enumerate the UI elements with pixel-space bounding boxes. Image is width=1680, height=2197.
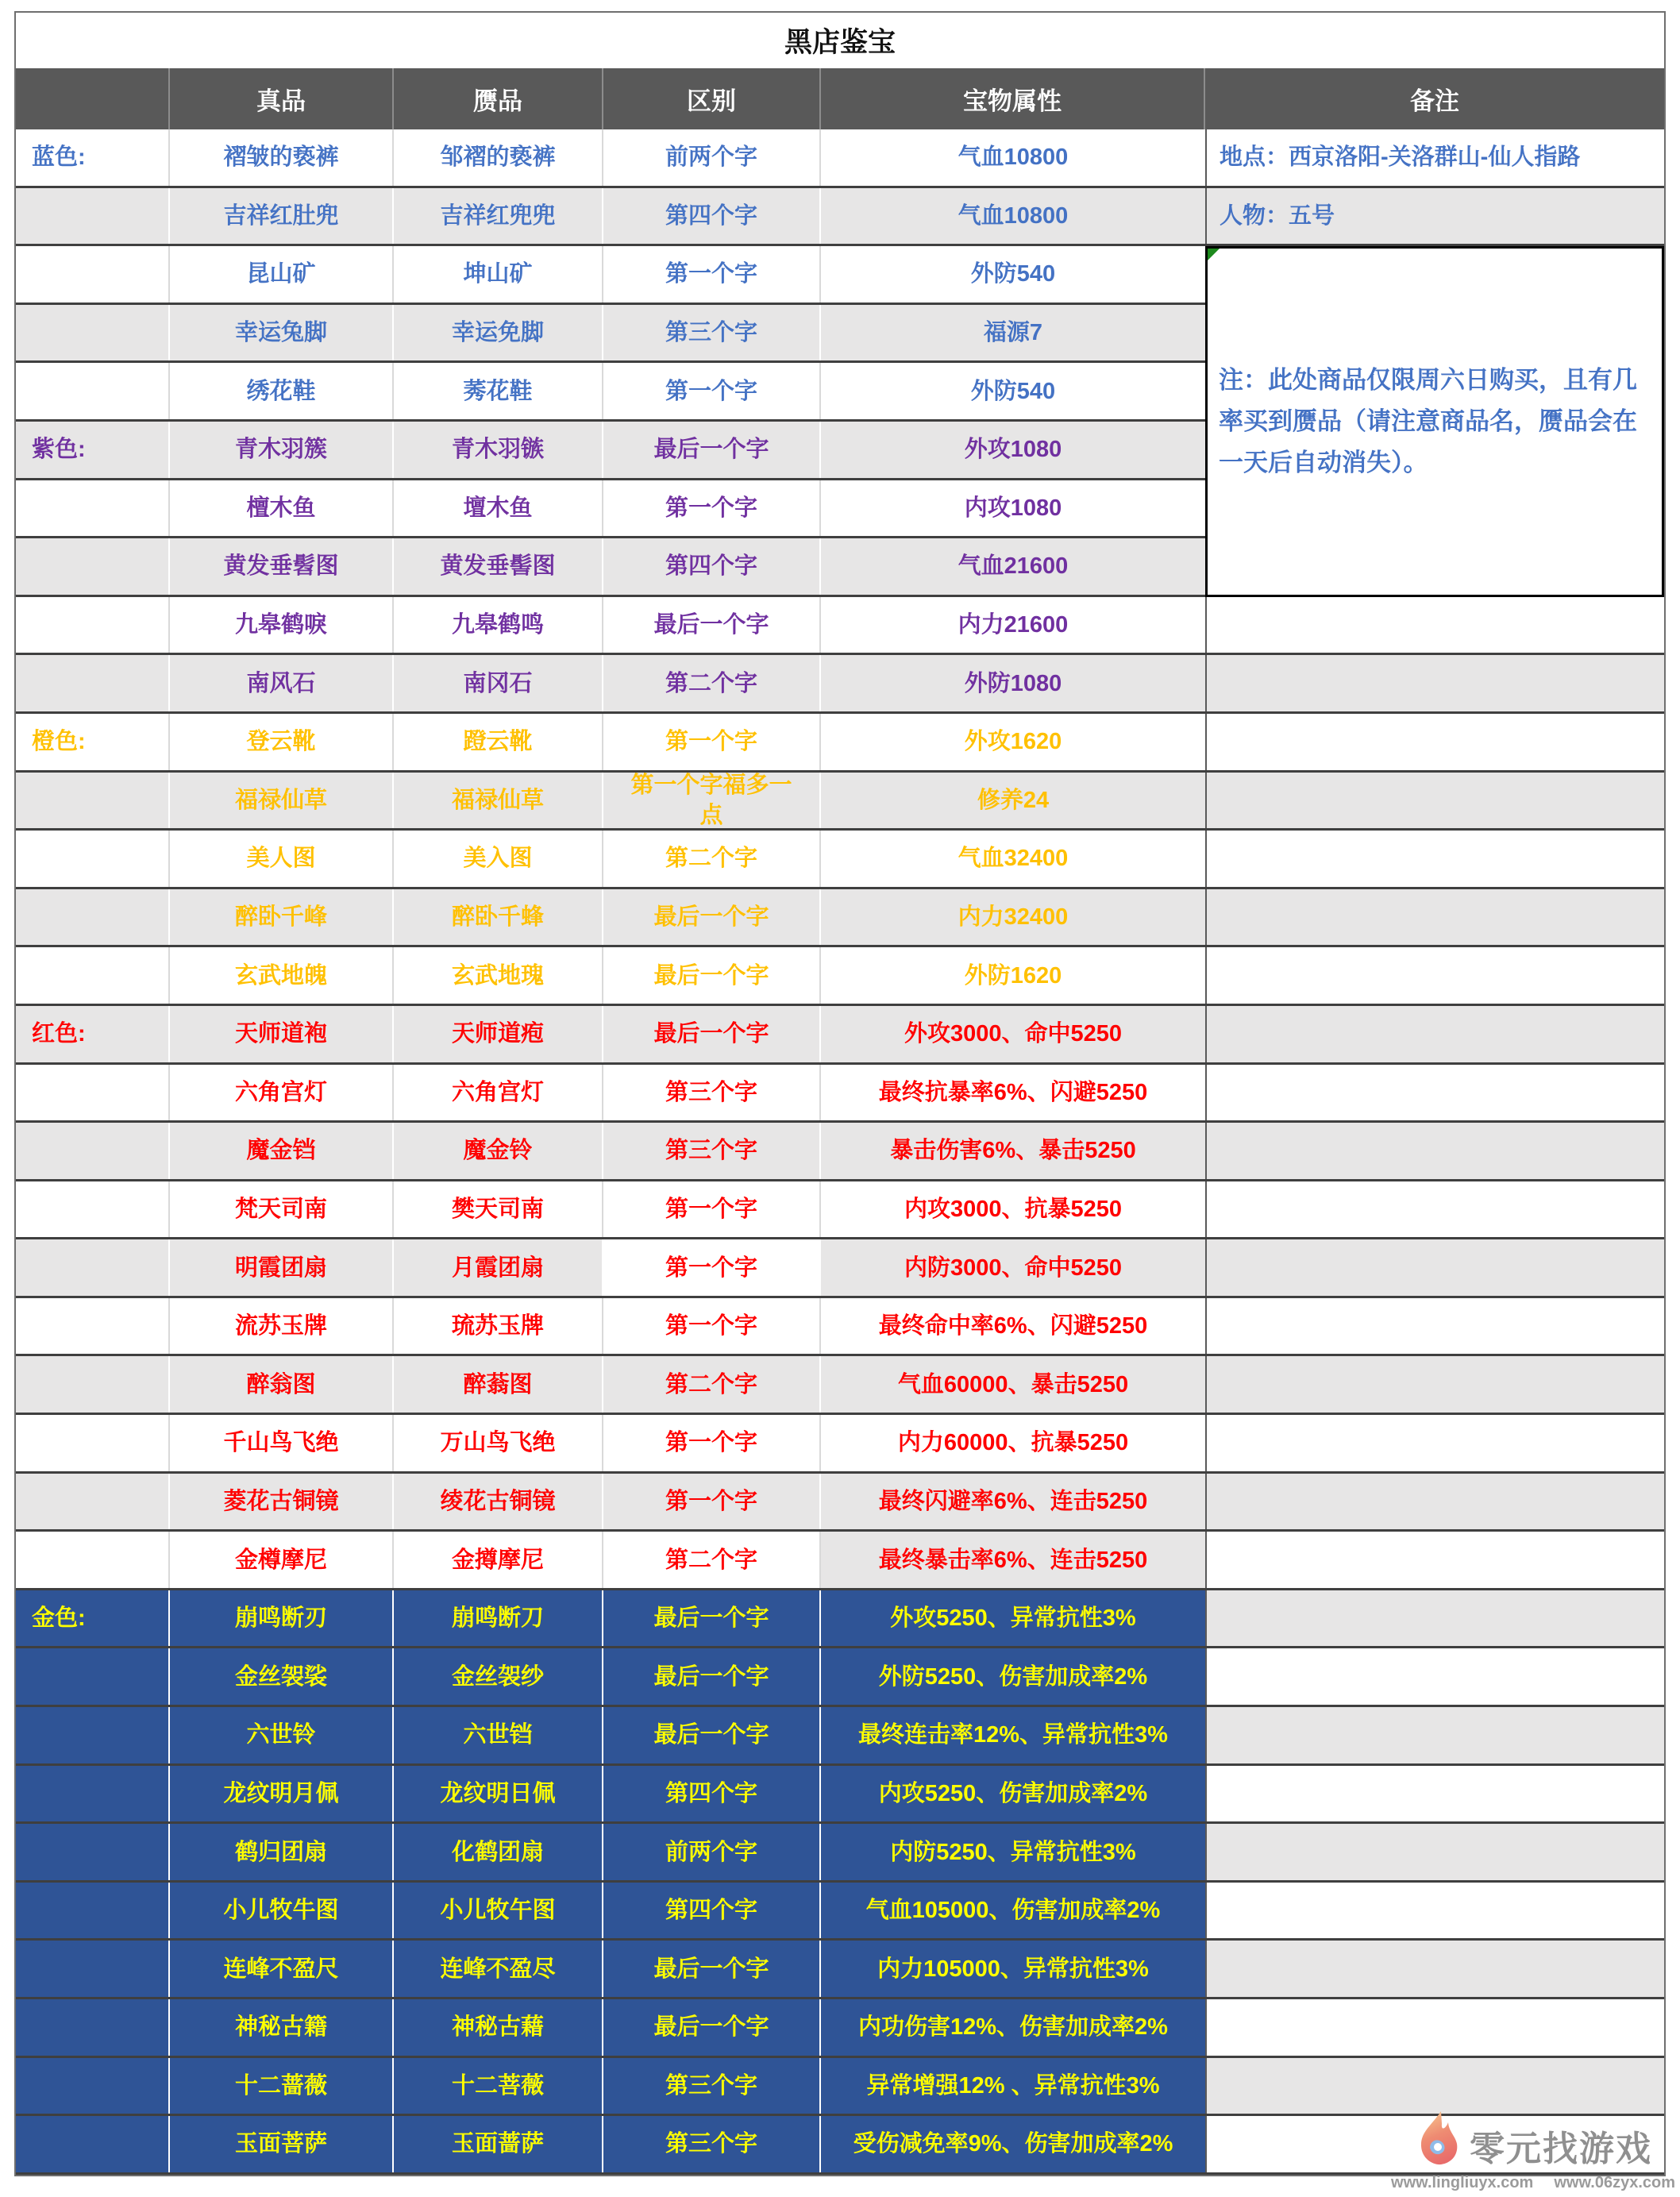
fake-cell: 小儿牧午图 xyxy=(394,1883,603,1939)
attribute-cell: 内防5250、异常抗性3% xyxy=(821,1824,1205,1880)
genuine-cell: 流苏玉牌 xyxy=(170,1298,394,1355)
difference-cell: 第四个字 xyxy=(603,1883,821,1939)
remark-cell xyxy=(1205,1824,1664,1880)
genuine-cell: 褶皱的亵裤 xyxy=(170,129,394,186)
genuine-cell: 金丝袈裟 xyxy=(170,1648,394,1705)
difference-cell: 第四个字 xyxy=(603,188,821,245)
table-row xyxy=(16,1239,1664,1298)
category-cell xyxy=(16,1941,170,1997)
table-row xyxy=(16,1648,1664,1707)
attribute-cell: 最终命中率6%、闪避5250 xyxy=(878,1313,1148,1339)
category-cell xyxy=(16,1239,170,1296)
remark-cell xyxy=(1205,714,1664,770)
difference-cell: 前两个字 xyxy=(603,129,821,186)
table-row xyxy=(16,714,1664,773)
genuine-cell: 美人图 xyxy=(170,831,394,887)
genuine-cell: 崩鸣断刃 xyxy=(170,1590,394,1647)
genuine-cell: 千山鸟飞绝 xyxy=(170,1415,394,1471)
fake-cell: 金丝袈纱 xyxy=(394,1648,603,1705)
column-header-category xyxy=(16,68,170,129)
genuine-cell: 龙纹明月佩 xyxy=(170,1766,394,1822)
attribute-cell: 受伤减免率9%、伤害加成率2% xyxy=(821,2116,1205,2172)
genuine-cell: 黄发垂髫图 xyxy=(170,538,394,595)
attribute-cell: 最终闪避率6%、连击5250 xyxy=(821,1474,1205,1530)
remark-cell: 人物：五号 xyxy=(1205,188,1664,245)
attribute-cell: 外攻3000、命中5250 xyxy=(821,1006,1205,1062)
attribute-cell: 内力105000、异常抗性3% xyxy=(821,1941,1205,1997)
category-cell xyxy=(16,1648,170,1705)
remark-cell xyxy=(1205,655,1664,711)
table-row xyxy=(16,1474,1664,1532)
genuine-cell: 小儿牧牛图 xyxy=(170,1883,394,1939)
difference-cell: 最后一个字 xyxy=(603,1006,821,1062)
difference-cell: 最后一个字 xyxy=(603,947,821,1004)
fake-cell: 南冈石 xyxy=(394,655,603,711)
difference-cell: 最后一个字 xyxy=(603,1941,821,1997)
remark-cell xyxy=(1205,1999,1664,2056)
attribute-cell: 最终连击率12%、异常抗性3% xyxy=(821,1707,1205,1763)
remark-cell xyxy=(1205,1415,1664,1471)
table-row xyxy=(16,1181,1664,1240)
table-row xyxy=(16,773,1664,831)
genuine-cell: 吉祥红肚兜 xyxy=(170,188,394,245)
difference-cell: 第一个字 xyxy=(603,1239,821,1296)
attribute-cell: 气血10800 xyxy=(958,145,1069,171)
table-row xyxy=(16,1590,1664,1649)
category-cell xyxy=(16,1532,170,1588)
fake-cell: 樊天司南 xyxy=(394,1181,603,1238)
remark-cell xyxy=(1205,1883,1664,1939)
category-cell xyxy=(16,1181,170,1238)
category-cell xyxy=(16,246,170,303)
attribute-cell: 暴击伤害6%、暴击5250 xyxy=(821,1123,1205,1179)
difference-cell: 最后一个字 xyxy=(603,597,821,653)
remark-cell xyxy=(1205,889,1664,946)
remark-cell xyxy=(1205,1006,1664,1062)
flame-icon xyxy=(1414,2110,1465,2171)
category-cell: 紫色: xyxy=(16,422,170,478)
attribute-cell: 异常增强12% 、异常抗性3% xyxy=(821,2058,1205,2114)
genuine-cell: 福禄仙草 xyxy=(170,773,394,829)
genuine-cell: 魔金铛 xyxy=(170,1123,394,1179)
fake-cell: 龙纹明日佩 xyxy=(394,1766,603,1822)
fake-cell: 幸运免脚 xyxy=(394,305,603,361)
fake-cell: 十二菩薇 xyxy=(394,2058,603,2114)
category-cell xyxy=(16,831,170,887)
genuine-cell: 昆山矿 xyxy=(170,246,394,303)
fake-cell: 化鹤团扇 xyxy=(394,1824,603,1880)
table-row xyxy=(16,889,1664,948)
difference-cell: 第三个字 xyxy=(603,1065,821,1121)
attribute-cell: 气血105000、伤害加成率2% xyxy=(821,1883,1205,1939)
remark-cell xyxy=(1205,773,1664,829)
remark-cell xyxy=(1205,597,1664,653)
difference-cell: 第一个字 xyxy=(603,1415,821,1471)
difference-cell: 第四个字 xyxy=(603,1766,821,1822)
category-cell xyxy=(16,1123,170,1179)
difference-cell: 第三个字 xyxy=(603,305,821,361)
note-box xyxy=(1205,246,1664,597)
category-cell: 金色: xyxy=(16,1590,170,1647)
attribute-cell: 最终抗暴率6%、闪避5250 xyxy=(878,1079,1148,1105)
remark-cell xyxy=(1205,1474,1664,1530)
attribute-cell: 内力21600 xyxy=(958,612,1069,638)
remark-cell: 地点：西京洛阳-关洛群山-仙人指路 xyxy=(1205,129,1664,186)
watermark xyxy=(1391,2110,1675,2192)
table-row xyxy=(16,1123,1664,1181)
difference-cell: 最后一个字 xyxy=(603,889,821,946)
column-header-fake: 赝品 xyxy=(394,68,603,129)
attribute-cell: 内力60000、抗暴5250 xyxy=(897,1430,1129,1456)
remark-cell xyxy=(1205,2058,1664,2114)
table-body xyxy=(16,129,1664,2175)
genuine-cell: 九皋鹤唳 xyxy=(170,597,394,653)
genuine-cell: 鹤归团扇 xyxy=(170,1824,394,1880)
watermark-url: www.06zyx.com xyxy=(1554,2174,1675,2191)
attribute-cell: 外攻1620 xyxy=(964,729,1062,755)
category-cell xyxy=(16,2116,170,2172)
genuine-cell: 玄武地魄 xyxy=(170,947,394,1004)
category-cell: 蓝色: xyxy=(16,129,170,186)
attribute-cell: 最终暴击率6%、连击5250 xyxy=(821,1532,1205,1588)
table-header-row xyxy=(16,68,1664,129)
attribute-cell: 福源7 xyxy=(821,305,1205,361)
fake-cell: 六角宫灯 xyxy=(394,1065,603,1121)
genuine-cell: 绣花鞋 xyxy=(170,363,394,419)
difference-cell: 第一个字 xyxy=(603,480,821,537)
attribute-cell: 气血10800 xyxy=(821,188,1205,245)
fake-cell: 六世铛 xyxy=(394,1707,603,1763)
fake-cell: 美入图 xyxy=(394,831,603,887)
difference-cell: 第三个字 xyxy=(603,2058,821,2114)
watermark-url: www.lingliuyx.com xyxy=(1391,2174,1534,2191)
difference-cell: 第二个字 xyxy=(603,831,821,887)
table-row xyxy=(16,831,1664,889)
table-row xyxy=(16,655,1664,714)
attribute-cell: 内攻5250、伤害加成率2% xyxy=(821,1766,1205,1822)
fake-cell: 魔金铃 xyxy=(394,1123,603,1179)
genuine-cell: 青木羽簇 xyxy=(170,422,394,478)
remark-cell xyxy=(1205,1590,1664,1647)
remark-cell xyxy=(1205,1532,1664,1588)
fake-cell: 崩鸣断刀 xyxy=(394,1590,603,1647)
fake-cell: 月霞团扇 xyxy=(394,1239,603,1296)
genuine-cell: 十二蔷薇 xyxy=(170,2058,394,2114)
category-cell xyxy=(16,363,170,419)
category-cell xyxy=(16,1356,170,1413)
category-cell xyxy=(16,305,170,361)
category-cell xyxy=(16,1824,170,1880)
remark-cell xyxy=(1205,1356,1664,1413)
column-header-genuine: 真品 xyxy=(170,68,394,129)
difference-cell: 第三个字 xyxy=(603,1123,821,1179)
category-cell: 红色: xyxy=(16,1006,170,1062)
table-row xyxy=(16,1415,1664,1474)
category-cell xyxy=(16,1415,170,1471)
page-title: 黑店鉴宝 xyxy=(16,13,1664,68)
difference-cell: 第一个字福多一点 xyxy=(603,773,821,829)
difference-cell: 最后一个字 xyxy=(603,422,821,478)
table-row xyxy=(16,1532,1664,1590)
table-row xyxy=(16,1298,1664,1357)
remark-cell xyxy=(1205,947,1664,1004)
category-cell xyxy=(16,1766,170,1822)
genuine-cell: 檀木鱼 xyxy=(170,480,394,537)
fake-cell: 金撙摩尼 xyxy=(394,1532,603,1588)
category-cell xyxy=(16,188,170,245)
attribute-cell: 内攻3000、抗暴5250 xyxy=(904,1196,1123,1222)
remark-cell xyxy=(1205,1123,1664,1179)
attribute-cell: 内功伤害12%、伤害加成率2% xyxy=(821,1999,1205,2056)
table-row xyxy=(16,129,1664,188)
fake-cell: 连峰不盈尽 xyxy=(394,1941,603,1997)
fake-cell: 万山鸟飞绝 xyxy=(394,1415,603,1471)
difference-cell: 第二个字 xyxy=(603,655,821,711)
category-cell xyxy=(16,1298,170,1355)
table-row xyxy=(16,597,1664,656)
attribute-cell: 外防1080 xyxy=(821,655,1205,711)
fake-cell: 醉蓊图 xyxy=(394,1356,603,1413)
difference-cell: 前两个字 xyxy=(603,1824,821,1880)
attribute-cell: 气血32400 xyxy=(958,846,1069,872)
table-row xyxy=(16,188,1664,247)
attribute-cell: 内力32400 xyxy=(821,889,1205,946)
category-cell xyxy=(16,889,170,946)
difference-cell: 第一个字 xyxy=(603,1298,821,1355)
attribute-cell: 内防3000、命中5250 xyxy=(821,1239,1205,1296)
table-row xyxy=(16,1883,1664,1941)
attribute-cell: 内攻1080 xyxy=(964,495,1062,521)
difference-cell: 第一个字 xyxy=(603,1474,821,1530)
fake-cell: 玄武地瑰 xyxy=(394,947,603,1004)
fake-cell: 壇木鱼 xyxy=(394,480,603,537)
attribute-cell: 气血21600 xyxy=(821,538,1205,595)
category-cell xyxy=(16,1065,170,1121)
difference-cell: 第一个字 xyxy=(603,1181,821,1238)
category-cell xyxy=(16,773,170,829)
fake-cell: 天师道疱 xyxy=(394,1006,603,1062)
attribute-cell: 外防540 xyxy=(970,378,1056,404)
brand-name: 零元找游戏 xyxy=(1470,2130,1653,2168)
table-row xyxy=(16,1707,1664,1766)
difference-cell: 最后一个字 xyxy=(603,1707,821,1763)
category-cell xyxy=(16,538,170,595)
category-cell: 橙色: xyxy=(16,714,170,770)
table-row xyxy=(16,947,1664,1006)
fake-cell: 玉面蔷萨 xyxy=(394,2116,603,2172)
category-cell xyxy=(16,597,170,653)
attribute-cell: 外防540 xyxy=(970,261,1056,287)
column-header-attributes: 宝物属性 xyxy=(821,68,1205,129)
genuine-cell: 金樽摩尼 xyxy=(170,1532,394,1588)
remark-cell xyxy=(1205,1298,1664,1355)
table-row xyxy=(16,2058,1664,2117)
category-cell xyxy=(16,480,170,537)
column-header-difference: 区别 xyxy=(603,68,821,129)
genuine-cell: 幸运兔脚 xyxy=(170,305,394,361)
remark-cell xyxy=(1205,1065,1664,1121)
fake-cell: 神秘古藉 xyxy=(394,1999,603,2056)
fake-cell: 醉卧千蜂 xyxy=(394,889,603,946)
difference-cell: 最后一个字 xyxy=(603,1648,821,1705)
table-row xyxy=(16,1941,1664,1999)
fake-cell: 莠花鞋 xyxy=(394,363,603,419)
fake-cell: 琉苏玉牌 xyxy=(394,1298,603,1355)
difference-cell: 第二个字 xyxy=(603,1532,821,1588)
table-row xyxy=(16,1065,1664,1124)
fake-cell: 九皋鹤鸣 xyxy=(394,597,603,653)
fake-cell: 青木羽镞 xyxy=(394,422,603,478)
appraisal-table xyxy=(14,11,1666,2176)
category-cell xyxy=(16,1474,170,1530)
difference-cell: 第四个字 xyxy=(603,538,821,595)
remark-cell xyxy=(1205,1648,1664,1705)
fake-cell: 邹褶的亵裤 xyxy=(394,129,603,186)
remark-cell xyxy=(1205,1941,1664,1997)
table-row xyxy=(16,1999,1664,2058)
fake-cell: 黄发垂髻图 xyxy=(394,538,603,595)
category-cell xyxy=(16,1999,170,2056)
difference-cell: 最后一个字 xyxy=(603,1590,821,1647)
column-header-remarks: 备注 xyxy=(1410,87,1459,115)
genuine-cell: 南风石 xyxy=(170,655,394,711)
remark-cell xyxy=(1205,1707,1664,1763)
attribute-cell: 修养24 xyxy=(821,773,1205,829)
difference-cell: 第一个字 xyxy=(603,714,821,770)
category-cell xyxy=(16,1707,170,1763)
fake-cell: 福禄仙草 xyxy=(394,773,603,829)
difference-cell: 第一个字 xyxy=(603,246,821,303)
genuine-cell: 六角宫灯 xyxy=(170,1065,394,1121)
genuine-cell: 登云靴 xyxy=(170,714,394,770)
difference-cell: 第三个字 xyxy=(603,2116,821,2172)
category-cell xyxy=(16,655,170,711)
attribute-cell: 气血60000、暴击5250 xyxy=(821,1356,1205,1413)
difference-cell: 最后一个字 xyxy=(603,1999,821,2056)
category-cell xyxy=(16,1883,170,1939)
difference-cell: 第二个字 xyxy=(603,1356,821,1413)
attribute-cell: 外攻5250、异常抗性3% xyxy=(821,1590,1205,1647)
remark-cell xyxy=(1205,831,1664,887)
table-row xyxy=(16,1006,1664,1065)
comment-marker-icon xyxy=(1208,249,1220,260)
genuine-cell: 醉翁图 xyxy=(170,1356,394,1413)
attribute-cell: 外防5250、伤害加成率2% xyxy=(821,1648,1205,1705)
category-cell xyxy=(16,947,170,1004)
remark-cell xyxy=(1205,1766,1664,1822)
attribute-cell: 外防1620 xyxy=(964,962,1062,989)
genuine-cell: 天师道袍 xyxy=(170,1006,394,1062)
table-row xyxy=(16,1824,1664,1883)
attribute-cell: 外攻1080 xyxy=(821,422,1205,478)
remark-cell xyxy=(1205,1181,1664,1238)
note-text: 注：此处商品仅限周六日购买，且有几率买到赝品（请注意商品名，赝品会在一天后自动消失）。 xyxy=(1219,366,1637,476)
category-cell xyxy=(16,2058,170,2114)
genuine-cell: 六世铃 xyxy=(170,1707,394,1763)
genuine-cell: 菱花古铜镜 xyxy=(170,1474,394,1530)
fake-cell: 绫花古铜镜 xyxy=(394,1474,603,1530)
genuine-cell: 神秘古籍 xyxy=(170,1999,394,2056)
genuine-cell: 醉卧千峰 xyxy=(170,889,394,946)
table-row xyxy=(16,1356,1664,1415)
genuine-cell: 连峰不盈尺 xyxy=(170,1941,394,1997)
fake-cell: 吉祥红兜兜 xyxy=(394,188,603,245)
table-row xyxy=(16,1766,1664,1825)
genuine-cell: 梵天司南 xyxy=(170,1181,394,1238)
fake-cell: 蹬云靴 xyxy=(394,714,603,770)
fake-cell: 坤山矿 xyxy=(394,246,603,303)
remark-cell xyxy=(1205,1239,1664,1296)
genuine-cell: 玉面菩萨 xyxy=(170,2116,394,2172)
difference-cell: 第一个字 xyxy=(603,363,821,419)
genuine-cell: 明霞团扇 xyxy=(170,1239,394,1296)
